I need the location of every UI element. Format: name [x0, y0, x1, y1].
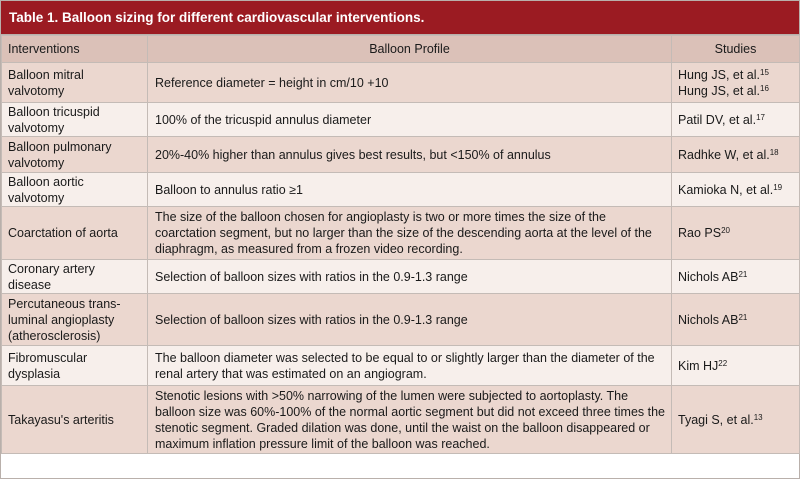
intervention-cell: Coarctation of aorta — [2, 207, 148, 260]
reference-number: 19 — [773, 182, 783, 192]
study-citation — [678, 83, 793, 99]
studies-cell — [672, 386, 800, 454]
study-author: Nichols AB — [678, 312, 739, 327]
studies-cell — [672, 294, 800, 346]
studies-cell — [672, 207, 800, 260]
table-row — [2, 386, 800, 454]
study-citation — [678, 112, 793, 128]
studies-cell — [672, 103, 800, 137]
studies-cell — [672, 137, 800, 173]
table-row — [2, 173, 800, 207]
reference-number: 13 — [753, 412, 763, 422]
study-citation — [678, 147, 793, 163]
data-table — [1, 35, 800, 454]
table-body — [2, 63, 800, 454]
intervention-cell: Balloon aortic valvotomy — [2, 173, 148, 207]
study-author: Hung JS, et al. — [678, 67, 760, 82]
study-citation — [678, 269, 793, 285]
header-row — [2, 36, 800, 63]
balloon-profile-cell: The size of the balloon chosen for angioplasty is two or more times the size of the coarctation segment, but no larger than the size of the descending aorta at the level of the diaphragm, as measured from a frozen video recording. — [148, 207, 672, 260]
intervention-cell: Balloon pulmonary valvotomy — [2, 137, 148, 173]
header-studies: Studies — [672, 36, 800, 63]
study-author: Radhke W, et al. — [678, 147, 770, 162]
balloon-profile-cell: The balloon diameter was selected to be equal to or slightly larger than the diameter of the renal artery that was estimated on an angiogram. — [148, 346, 672, 386]
balloon-profile-cell: 20%-40% higher than annulus gives best results, but <150% of annulus — [148, 137, 672, 173]
studies-cell — [672, 63, 800, 103]
study-author: Rao PS — [678, 226, 722, 240]
header-balloon-profile: Balloon Profile — [148, 36, 672, 63]
intervention-cell: Percutaneous trans-luminal angioplasty (atherosclerosis) — [2, 294, 148, 346]
studies-cell — [672, 173, 800, 207]
reference-number: 17 — [756, 112, 765, 122]
reference-number: 15 — [760, 67, 769, 77]
study-author: Hung JS, et al. — [678, 83, 760, 98]
study-citation — [678, 358, 793, 374]
study-citation — [678, 225, 793, 241]
studies-cell — [672, 260, 800, 294]
study-author: Tyagi S, et al. — [678, 412, 754, 427]
reference-number: 16 — [760, 83, 769, 93]
study-author: Kim HJ — [678, 358, 719, 373]
table-row — [2, 103, 800, 137]
table-row — [2, 294, 800, 346]
study-citation — [678, 312, 793, 328]
reference-number: 18 — [769, 147, 779, 157]
intervention-cell: Fibromuscular dysplasia — [2, 346, 148, 386]
intervention-cell: Takayasu's arteritis — [2, 386, 148, 454]
study-author: Kamioka N, et al. — [678, 182, 774, 197]
table-row — [2, 137, 800, 173]
study-citation — [678, 182, 793, 198]
header-interventions: Interventions — [2, 36, 148, 63]
intervention-cell: Coronary artery disease — [2, 260, 148, 294]
reference-number: 21 — [738, 269, 748, 279]
reference-number: 21 — [738, 312, 748, 322]
balloon-profile-cell: Balloon to annulus ratio ≥1 — [148, 173, 672, 207]
study-author: Patil DV, et al. — [678, 112, 757, 127]
balloon-profile-cell: Reference diameter = height in cm/10 +10 — [148, 63, 672, 103]
reference-number: 20 — [721, 226, 730, 235]
table-row — [2, 207, 800, 260]
study-citation — [678, 67, 793, 83]
reference-number: 22 — [718, 358, 728, 368]
table-row — [2, 63, 800, 103]
intervention-cell: Balloon mitral valvotomy — [2, 63, 148, 103]
studies-cell — [672, 346, 800, 386]
balloon-profile-cell: Stenotic lesions with >50% narrowing of the lumen were subjected to aortoplasty. The balloon size was 60%-100% of the normal aortic segment but did not exceed three times the stenotic segment. Graded dilation was done, until the waist on the balloon disappeared or maximum inflation pressure limit of the balloon was reached. — [148, 386, 672, 454]
balloon-profile-cell: Selection of balloon sizes with ratios in the 0.9-1.3 range — [148, 260, 672, 294]
balloon-profile-cell: Selection of balloon sizes with ratios in the 0.9-1.3 range — [148, 294, 672, 346]
study-author: Nichols AB — [678, 269, 739, 284]
table-title: Table 1. Balloon sizing for different cardiovascular interventions. — [1, 1, 799, 35]
table-row — [2, 346, 800, 386]
balloon-profile-cell: 100% of the tricuspid annulus diameter — [148, 103, 672, 137]
intervention-cell: Balloon tricuspid valvotomy — [2, 103, 148, 137]
table-row — [2, 260, 800, 294]
study-citation — [678, 412, 793, 428]
